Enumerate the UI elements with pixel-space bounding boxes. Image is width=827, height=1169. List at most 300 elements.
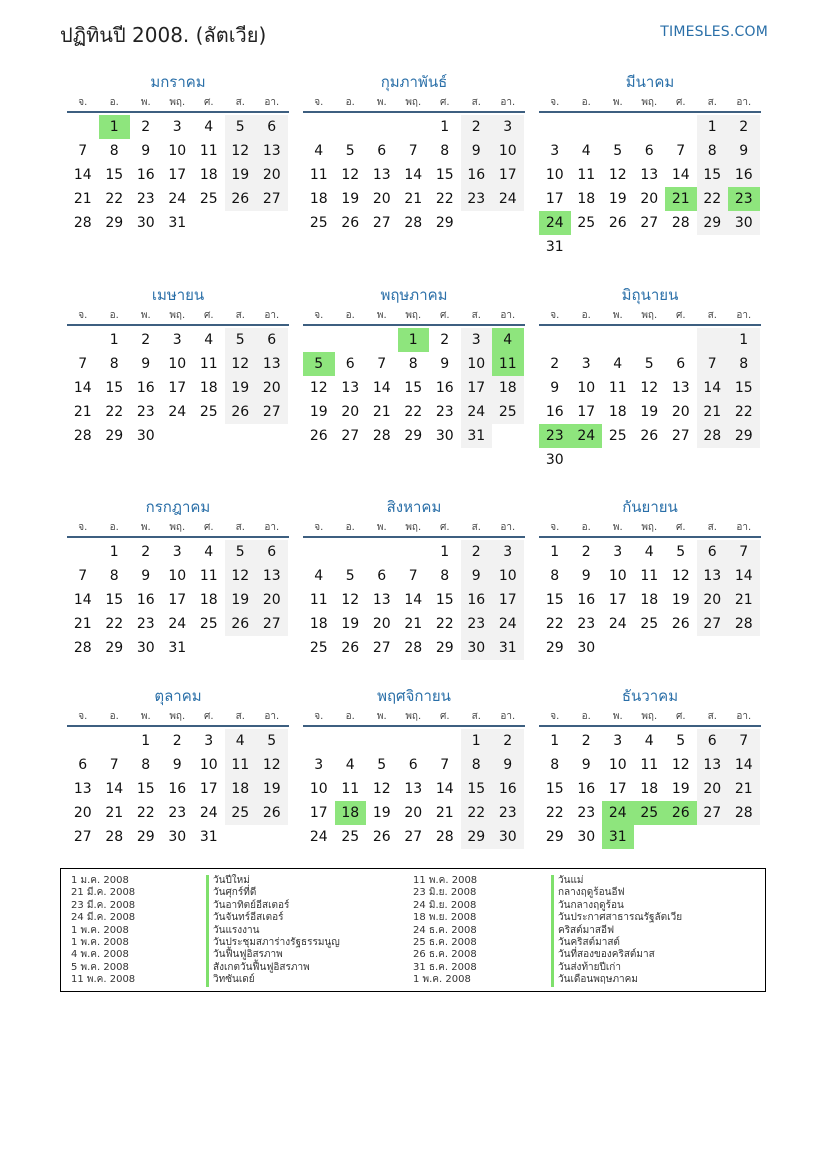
- day-cell[interactable]: 20: [256, 376, 288, 400]
- day-cell[interactable]: 1: [109, 544, 119, 560]
- day-cell[interactable]: 3: [204, 733, 214, 749]
- day-cell[interactable]: 25: [341, 829, 360, 845]
- day-cell[interactable]: 10: [309, 781, 328, 797]
- day-cell[interactable]: 29: [545, 829, 564, 845]
- day-cell[interactable]: 14: [404, 592, 423, 608]
- day-cell[interactable]: 22: [105, 616, 124, 632]
- day-cell[interactable]: 25: [225, 801, 257, 825]
- day-cell[interactable]: 9: [141, 356, 151, 372]
- day-cell[interactable]: 24: [168, 191, 187, 207]
- day-cell[interactable]: 20: [697, 588, 729, 612]
- holiday-day[interactable]: 5: [303, 352, 335, 376]
- day-cell[interactable]: 1: [440, 119, 450, 135]
- day-cell[interactable]: 11: [225, 753, 257, 777]
- day-cell[interactable]: 4: [314, 143, 324, 159]
- day-cell[interactable]: 29: [728, 424, 760, 448]
- day-cell[interactable]: 10: [492, 139, 524, 163]
- day-cell[interactable]: 23: [577, 805, 596, 821]
- day-cell[interactable]: 19: [225, 588, 257, 612]
- day-cell[interactable]: 21: [435, 805, 454, 821]
- holiday-day[interactable]: 21: [665, 187, 697, 211]
- day-cell[interactable]: 18: [225, 777, 257, 801]
- day-cell[interactable]: 30: [728, 211, 760, 235]
- day-cell[interactable]: 26: [309, 428, 328, 444]
- holiday-day[interactable]: 25: [634, 801, 666, 825]
- day-cell[interactable]: 27: [73, 829, 92, 845]
- day-cell[interactable]: 6: [345, 356, 355, 372]
- day-cell[interactable]: 20: [256, 163, 288, 187]
- day-cell[interactable]: 8: [550, 757, 560, 773]
- day-cell[interactable]: 16: [728, 163, 760, 187]
- day-cell[interactable]: 9: [728, 139, 760, 163]
- day-cell[interactable]: 12: [608, 167, 627, 183]
- day-cell[interactable]: 10: [199, 757, 218, 773]
- day-cell[interactable]: 30: [168, 829, 187, 845]
- day-cell[interactable]: 27: [372, 215, 391, 231]
- day-cell[interactable]: 11: [309, 592, 328, 608]
- day-cell[interactable]: 15: [136, 781, 155, 797]
- day-cell[interactable]: 26: [372, 829, 391, 845]
- day-cell[interactable]: 22: [461, 801, 493, 825]
- day-cell[interactable]: 6: [256, 540, 288, 564]
- day-cell[interactable]: 30: [435, 428, 454, 444]
- day-cell[interactable]: 12: [256, 753, 288, 777]
- day-cell[interactable]: 1: [109, 332, 119, 348]
- day-cell[interactable]: 29: [105, 428, 124, 444]
- day-cell[interactable]: 21: [404, 616, 423, 632]
- day-cell[interactable]: 30: [136, 428, 155, 444]
- day-cell[interactable]: 24: [168, 616, 187, 632]
- day-cell[interactable]: 14: [671, 167, 690, 183]
- day-cell[interactable]: 26: [225, 187, 257, 211]
- day-cell[interactable]: 27: [256, 612, 288, 636]
- holiday-day[interactable]: 18: [335, 801, 367, 825]
- day-cell[interactable]: 16: [136, 380, 155, 396]
- day-cell[interactable]: 9: [461, 564, 493, 588]
- day-cell[interactable]: 24: [461, 400, 493, 424]
- day-cell[interactable]: 2: [141, 332, 151, 348]
- day-cell[interactable]: 14: [73, 592, 92, 608]
- day-cell[interactable]: 4: [613, 356, 623, 372]
- day-cell[interactable]: 17: [608, 781, 627, 797]
- day-cell[interactable]: 8: [408, 356, 418, 372]
- day-cell[interactable]: 9: [581, 757, 591, 773]
- day-cell[interactable]: 24: [199, 805, 218, 821]
- day-cell[interactable]: 1: [461, 729, 493, 753]
- day-cell[interactable]: 7: [109, 757, 119, 773]
- day-cell[interactable]: 3: [172, 544, 182, 560]
- day-cell[interactable]: 18: [199, 592, 218, 608]
- holiday-day[interactable]: 11: [492, 352, 524, 376]
- day-cell[interactable]: 28: [671, 215, 690, 231]
- holiday-day[interactable]: 24: [539, 211, 571, 235]
- day-cell[interactable]: 12: [225, 352, 257, 376]
- day-cell[interactable]: 13: [73, 781, 92, 797]
- day-cell[interactable]: 4: [644, 733, 654, 749]
- day-cell[interactable]: 2: [461, 540, 493, 564]
- day-cell[interactable]: 16: [461, 588, 493, 612]
- holiday-day[interactable]: 1: [398, 328, 430, 352]
- day-cell[interactable]: 2: [440, 332, 450, 348]
- day-cell[interactable]: 4: [204, 332, 214, 348]
- day-cell[interactable]: 25: [199, 404, 218, 420]
- day-cell[interactable]: 14: [404, 167, 423, 183]
- day-cell[interactable]: 28: [404, 640, 423, 656]
- day-cell[interactable]: 7: [728, 729, 760, 753]
- day-cell[interactable]: 3: [172, 332, 182, 348]
- day-cell[interactable]: 20: [640, 191, 659, 207]
- day-cell[interactable]: 20: [404, 805, 423, 821]
- day-cell[interactable]: 6: [256, 115, 288, 139]
- day-cell[interactable]: 22: [545, 616, 564, 632]
- day-cell[interactable]: 20: [73, 805, 92, 821]
- day-cell[interactable]: 13: [671, 380, 690, 396]
- day-cell[interactable]: 3: [613, 733, 623, 749]
- day-cell[interactable]: 15: [545, 781, 564, 797]
- day-cell[interactable]: 13: [256, 139, 288, 163]
- day-cell[interactable]: 6: [408, 757, 418, 773]
- day-cell[interactable]: 9: [550, 380, 560, 396]
- day-cell[interactable]: 6: [697, 729, 729, 753]
- day-cell[interactable]: 14: [73, 167, 92, 183]
- day-cell[interactable]: 10: [461, 352, 493, 376]
- day-cell[interactable]: 7: [728, 540, 760, 564]
- day-cell[interactable]: 15: [105, 380, 124, 396]
- day-cell[interactable]: 19: [341, 191, 360, 207]
- day-cell[interactable]: 25: [309, 640, 328, 656]
- day-cell[interactable]: 27: [671, 428, 690, 444]
- day-cell[interactable]: 21: [73, 404, 92, 420]
- day-cell[interactable]: 15: [435, 167, 454, 183]
- day-cell[interactable]: 9: [172, 757, 182, 773]
- day-cell[interactable]: 8: [728, 352, 760, 376]
- day-cell[interactable]: 12: [225, 564, 257, 588]
- day-cell[interactable]: 3: [461, 328, 493, 352]
- day-cell[interactable]: 8: [440, 143, 450, 159]
- day-cell[interactable]: 29: [435, 215, 454, 231]
- day-cell[interactable]: 23: [136, 191, 155, 207]
- day-cell[interactable]: 24: [492, 187, 524, 211]
- day-cell[interactable]: 22: [136, 805, 155, 821]
- day-cell[interactable]: 17: [461, 376, 493, 400]
- day-cell[interactable]: 23: [435, 404, 454, 420]
- day-cell[interactable]: 4: [581, 143, 591, 159]
- day-cell[interactable]: 5: [644, 356, 654, 372]
- day-cell[interactable]: 22: [435, 191, 454, 207]
- day-cell[interactable]: 3: [172, 119, 182, 135]
- day-cell[interactable]: 27: [697, 612, 729, 636]
- day-cell[interactable]: 9: [141, 143, 151, 159]
- day-cell[interactable]: 26: [608, 215, 627, 231]
- day-cell[interactable]: 27: [640, 215, 659, 231]
- day-cell[interactable]: 17: [309, 805, 328, 821]
- day-cell[interactable]: 30: [461, 636, 493, 660]
- day-cell[interactable]: 20: [372, 191, 391, 207]
- day-cell[interactable]: 27: [341, 428, 360, 444]
- day-cell[interactable]: 15: [697, 163, 729, 187]
- day-cell[interactable]: 22: [105, 191, 124, 207]
- day-cell[interactable]: 3: [550, 143, 560, 159]
- day-cell[interactable]: 21: [73, 616, 92, 632]
- day-cell[interactable]: 25: [608, 428, 627, 444]
- day-cell[interactable]: 28: [435, 829, 454, 845]
- day-cell[interactable]: 15: [435, 592, 454, 608]
- day-cell[interactable]: 19: [341, 616, 360, 632]
- day-cell[interactable]: 5: [225, 540, 257, 564]
- day-cell[interactable]: 10: [168, 356, 187, 372]
- day-cell[interactable]: 25: [199, 616, 218, 632]
- day-cell[interactable]: 22: [728, 400, 760, 424]
- day-cell[interactable]: 26: [225, 400, 257, 424]
- day-cell[interactable]: 12: [671, 757, 690, 773]
- day-cell[interactable]: 13: [697, 753, 729, 777]
- day-cell[interactable]: 15: [105, 592, 124, 608]
- day-cell[interactable]: 5: [225, 115, 257, 139]
- day-cell[interactable]: 6: [78, 757, 88, 773]
- day-cell[interactable]: 6: [697, 540, 729, 564]
- day-cell[interactable]: 6: [676, 356, 686, 372]
- day-cell[interactable]: 5: [613, 143, 623, 159]
- day-cell[interactable]: 23: [577, 616, 596, 632]
- day-cell[interactable]: 5: [676, 733, 686, 749]
- day-cell[interactable]: 6: [644, 143, 654, 159]
- day-cell[interactable]: 27: [256, 187, 288, 211]
- day-cell[interactable]: 18: [577, 191, 596, 207]
- day-cell[interactable]: 3: [581, 356, 591, 372]
- day-cell[interactable]: 22: [105, 404, 124, 420]
- day-cell[interactable]: 19: [309, 404, 328, 420]
- day-cell[interactable]: 31: [545, 239, 564, 255]
- day-cell[interactable]: 28: [372, 428, 391, 444]
- holiday-day[interactable]: 23: [728, 187, 760, 211]
- day-cell[interactable]: 9: [492, 753, 524, 777]
- day-cell[interactable]: 8: [697, 139, 729, 163]
- day-cell[interactable]: 29: [461, 825, 493, 849]
- day-cell[interactable]: 21: [697, 400, 729, 424]
- day-cell[interactable]: 14: [697, 376, 729, 400]
- day-cell[interactable]: 28: [728, 612, 760, 636]
- day-cell[interactable]: 18: [309, 616, 328, 632]
- day-cell[interactable]: 8: [109, 568, 119, 584]
- day-cell[interactable]: 19: [225, 163, 257, 187]
- holiday-day[interactable]: 24: [602, 801, 634, 825]
- day-cell[interactable]: 22: [545, 805, 564, 821]
- day-cell[interactable]: 9: [440, 356, 450, 372]
- day-cell[interactable]: 29: [545, 640, 564, 656]
- day-cell[interactable]: 11: [199, 143, 218, 159]
- day-cell[interactable]: 19: [608, 191, 627, 207]
- day-cell[interactable]: 17: [608, 592, 627, 608]
- day-cell[interactable]: 19: [256, 777, 288, 801]
- day-cell[interactable]: 3: [613, 544, 623, 560]
- day-cell[interactable]: 17: [168, 380, 187, 396]
- day-cell[interactable]: 18: [199, 380, 218, 396]
- day-cell[interactable]: 28: [728, 801, 760, 825]
- day-cell[interactable]: 16: [577, 592, 596, 608]
- day-cell[interactable]: 19: [640, 404, 659, 420]
- day-cell[interactable]: 21: [372, 404, 391, 420]
- day-cell[interactable]: 3: [492, 540, 524, 564]
- day-cell[interactable]: 19: [671, 781, 690, 797]
- day-cell[interactable]: 17: [545, 191, 564, 207]
- day-cell[interactable]: 2: [461, 115, 493, 139]
- day-cell[interactable]: 11: [640, 568, 659, 584]
- day-cell[interactable]: 11: [577, 167, 596, 183]
- day-cell[interactable]: 26: [640, 428, 659, 444]
- day-cell[interactable]: 12: [341, 592, 360, 608]
- day-cell[interactable]: 23: [136, 404, 155, 420]
- day-cell[interactable]: 2: [141, 119, 151, 135]
- day-cell[interactable]: 18: [492, 376, 524, 400]
- day-cell[interactable]: 12: [640, 380, 659, 396]
- day-cell[interactable]: 2: [581, 544, 591, 560]
- day-cell[interactable]: 23: [168, 805, 187, 821]
- day-cell[interactable]: 20: [372, 616, 391, 632]
- day-cell[interactable]: 23: [461, 187, 493, 211]
- day-cell[interactable]: 9: [581, 568, 591, 584]
- day-cell[interactable]: 28: [697, 424, 729, 448]
- day-cell[interactable]: 12: [225, 139, 257, 163]
- day-cell[interactable]: 4: [644, 544, 654, 560]
- day-cell[interactable]: 4: [204, 544, 214, 560]
- day-cell[interactable]: 10: [168, 143, 187, 159]
- day-cell[interactable]: 7: [78, 568, 88, 584]
- day-cell[interactable]: 11: [199, 356, 218, 372]
- day-cell[interactable]: 31: [492, 636, 524, 660]
- day-cell[interactable]: 10: [608, 568, 627, 584]
- day-cell[interactable]: 2: [141, 544, 151, 560]
- day-cell[interactable]: 31: [199, 829, 218, 845]
- day-cell[interactable]: 10: [577, 380, 596, 396]
- day-cell[interactable]: 16: [461, 163, 493, 187]
- day-cell[interactable]: 31: [461, 424, 493, 448]
- day-cell[interactable]: 18: [199, 167, 218, 183]
- day-cell[interactable]: 10: [608, 757, 627, 773]
- day-cell[interactable]: 28: [73, 428, 92, 444]
- day-cell[interactable]: 24: [492, 612, 524, 636]
- day-cell[interactable]: 23: [136, 616, 155, 632]
- day-cell[interactable]: 15: [545, 592, 564, 608]
- day-cell[interactable]: 14: [728, 564, 760, 588]
- day-cell[interactable]: 7: [697, 352, 729, 376]
- day-cell[interactable]: 9: [141, 568, 151, 584]
- day-cell[interactable]: 4: [204, 119, 214, 135]
- day-cell[interactable]: 29: [697, 211, 729, 235]
- day-cell[interactable]: 1: [141, 733, 151, 749]
- day-cell[interactable]: 7: [78, 356, 88, 372]
- day-cell[interactable]: 18: [309, 191, 328, 207]
- day-cell[interactable]: 17: [168, 167, 187, 183]
- day-cell[interactable]: 15: [105, 167, 124, 183]
- day-cell[interactable]: 14: [435, 781, 454, 797]
- day-cell[interactable]: 25: [492, 400, 524, 424]
- day-cell[interactable]: 17: [492, 588, 524, 612]
- day-cell[interactable]: 5: [377, 757, 387, 773]
- day-cell[interactable]: 14: [372, 380, 391, 396]
- day-cell[interactable]: 5: [676, 544, 686, 560]
- day-cell[interactable]: 17: [168, 592, 187, 608]
- day-cell[interactable]: 12: [671, 568, 690, 584]
- day-cell[interactable]: 20: [341, 404, 360, 420]
- day-cell[interactable]: 7: [408, 143, 418, 159]
- day-cell[interactable]: 13: [256, 564, 288, 588]
- day-cell[interactable]: 26: [671, 616, 690, 632]
- day-cell[interactable]: 13: [372, 592, 391, 608]
- day-cell[interactable]: 6: [256, 328, 288, 352]
- day-cell[interactable]: 21: [728, 777, 760, 801]
- day-cell[interactable]: 25: [577, 215, 596, 231]
- day-cell[interactable]: 11: [608, 380, 627, 396]
- day-cell[interactable]: 20: [697, 777, 729, 801]
- day-cell[interactable]: 24: [608, 616, 627, 632]
- day-cell[interactable]: 11: [199, 568, 218, 584]
- day-cell[interactable]: 1: [550, 544, 560, 560]
- day-cell[interactable]: 2: [550, 356, 560, 372]
- day-cell[interactable]: 30: [577, 829, 596, 845]
- day-cell[interactable]: 30: [492, 825, 524, 849]
- day-cell[interactable]: 23: [492, 801, 524, 825]
- day-cell[interactable]: 4: [345, 757, 355, 773]
- day-cell[interactable]: 31: [168, 215, 187, 231]
- day-cell[interactable]: 30: [136, 215, 155, 231]
- day-cell[interactable]: 18: [640, 592, 659, 608]
- day-cell[interactable]: 17: [577, 404, 596, 420]
- day-cell[interactable]: 7: [408, 568, 418, 584]
- day-cell[interactable]: 8: [550, 568, 560, 584]
- day-cell[interactable]: 1: [728, 328, 760, 352]
- day-cell[interactable]: 13: [372, 167, 391, 183]
- day-cell[interactable]: 29: [105, 215, 124, 231]
- day-cell[interactable]: 2: [172, 733, 182, 749]
- day-cell[interactable]: 30: [136, 640, 155, 656]
- day-cell[interactable]: 14: [73, 380, 92, 396]
- day-cell[interactable]: 2: [728, 115, 760, 139]
- day-cell[interactable]: 16: [545, 404, 564, 420]
- day-cell[interactable]: 22: [435, 616, 454, 632]
- day-cell[interactable]: 25: [199, 191, 218, 207]
- day-cell[interactable]: 3: [492, 115, 524, 139]
- day-cell[interactable]: 6: [377, 143, 387, 159]
- day-cell[interactable]: 17: [199, 781, 218, 797]
- day-cell[interactable]: 26: [256, 801, 288, 825]
- day-cell[interactable]: 8: [109, 143, 119, 159]
- day-cell[interactable]: 7: [377, 356, 387, 372]
- day-cell[interactable]: 5: [345, 568, 355, 584]
- day-cell[interactable]: 13: [341, 380, 360, 396]
- day-cell[interactable]: 21: [73, 191, 92, 207]
- holiday-day[interactable]: 23: [539, 424, 571, 448]
- day-cell[interactable]: 26: [341, 640, 360, 656]
- day-cell[interactable]: 2: [492, 729, 524, 753]
- day-cell[interactable]: 16: [168, 781, 187, 797]
- day-cell[interactable]: 7: [440, 757, 450, 773]
- day-cell[interactable]: 30: [545, 452, 564, 468]
- day-cell[interactable]: 7: [78, 143, 88, 159]
- day-cell[interactable]: 26: [341, 215, 360, 231]
- day-cell[interactable]: 16: [435, 380, 454, 396]
- day-cell[interactable]: 20: [671, 404, 690, 420]
- day-cell[interactable]: 1: [440, 544, 450, 560]
- day-cell[interactable]: 29: [136, 829, 155, 845]
- day-cell[interactable]: 27: [404, 829, 423, 845]
- day-cell[interactable]: 29: [435, 640, 454, 656]
- day-cell[interactable]: 25: [309, 215, 328, 231]
- day-cell[interactable]: 21: [728, 588, 760, 612]
- day-cell[interactable]: 4: [225, 729, 257, 753]
- day-cell[interactable]: 3: [314, 757, 324, 773]
- day-cell[interactable]: 21: [105, 805, 124, 821]
- day-cell[interactable]: 4: [314, 568, 324, 584]
